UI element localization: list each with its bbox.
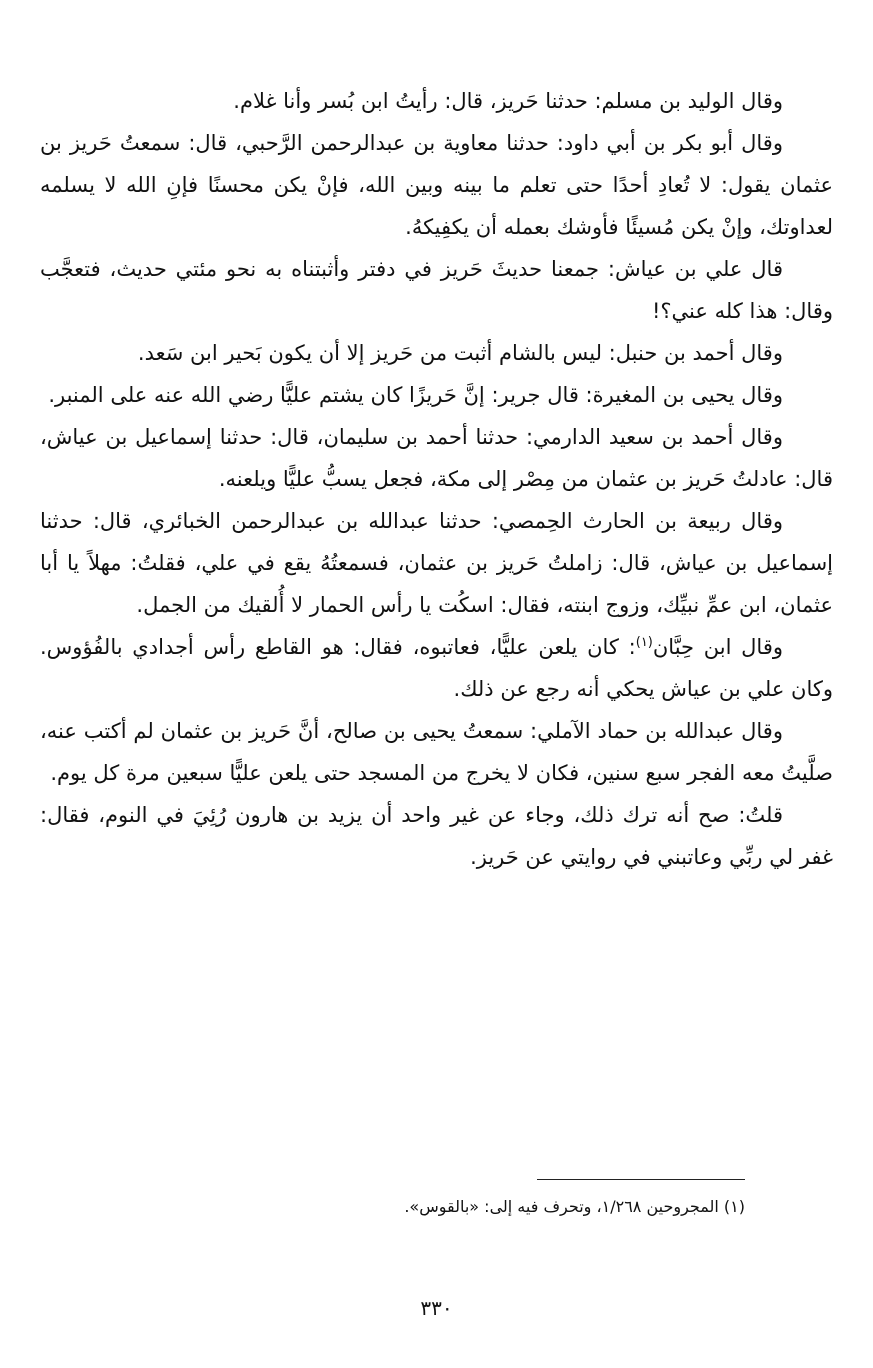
- footnote-separator: [537, 1179, 745, 1180]
- paragraph-yahya-mughira: وقال يحيى بن المغيرة: قال جرير: إنَّ حَريزًا كان يشتم عليًّا رضي الله عنه على المنبر.: [48, 383, 783, 407]
- main-text: [40, 80, 833, 878]
- paragraph-ahmad-hanbal: وقال أحمد بن حنبل: ليس بالشام أثبت من حَريز إلا أن يكون بَحير ابن سَعد.: [137, 341, 783, 365]
- page-number: ٣٣٠: [420, 1296, 453, 1320]
- paragraph-ibn-hibban: [40, 626, 833, 710]
- paragraph-darimi: وقال أحمد بن سعيد الدارمي: حدثنا أحمد بن سليمان، قال: حدثنا إسماعيل بن عياش، قال: عادلتُ حَريز بن عثمان من مِصْر إلى مكة، فجعل يسبُّ عليًّا ويلعنه.: [40, 425, 833, 491]
- paragraph-amuli: وقال عبدالله بن حماد الآملي: سمعتُ يحيى بن صالح، أنَّ حَريز بن عثمان لم أكتب عنه، صلَّيتُ معه الفجر سبع سنين، فكان لا يخرج من المسجد حتى يلعن عليًّا سبعين مرة كل يوم.: [40, 719, 833, 785]
- paragraph-ali-ayyash: قال علي بن عياش: جمعنا حديثَ حَريز في دفتر وأثبتناه به نحو مئتي حديث، فتعجَّب وقال: هذا كله عني؟!: [40, 257, 833, 323]
- paragraph-rabia: وقال ربيعة بن الحارث الحِمصي: حدثنا عبدالله بن عبدالرحمن الخبائري، قال: حدثنا إسماعيل بن عياش، قال: زاملتُ حَريز بن عثمان، فسمعتُهُ يقع في علي، فقلتُ: مهلاً يا أبا عثمان، ابن عمِّ نبيِّك، وزوج ابنته، فقال: اسكُت يا رأس الحمار لا أُلقيك من الجمل.: [40, 509, 833, 617]
- ibn-hibban-lead: وقال ابن حِبَّان: [652, 635, 784, 659]
- paragraph-walid: وقال الوليد بن مسلم: حدثنا حَريز، قال: رأيتُ ابن بُسر وأنا غلام.: [233, 89, 783, 113]
- footnote: (١) المجروحين ١/٢٦٨، وتحرف فيه إلى: «بالقوس».: [404, 1197, 745, 1216]
- footnote-marker: (١): [635, 635, 653, 650]
- ibn-hibban-text: : كان يلعن عليًّا، فعاتبوه، فقال: هو القاطع رأس أجدادي بالفُؤوس. وكان علي بن عياش يحكي أنه رجع عن ذلك.: [40, 635, 833, 701]
- paragraph-abu-bakr: وقال أبو بكر بن أبي داود: حدثنا معاوية بن عبدالرحمن الرَّحبي، قال: سمعتُ حَريز بن عثمان يقول: لا تُعادِ أحدًا حتى تعلم ما بينه وبين الله، فإنْ يكن محسنًا فإنِ الله لا يسلمه لعداوتك، وإنْ يكن مُسيئًا فأوشك بعمله أن يكفِيكهُ.: [40, 131, 833, 239]
- paragraph-qultu: قلتُ: صح أنه ترك ذلك، وجاء عن غير واحد أن يزيد بن هارون رُئِيَ في النوم، فقال: غفر لي ربِّي وعاتبني في روايتي عن حَريز.: [40, 803, 833, 869]
